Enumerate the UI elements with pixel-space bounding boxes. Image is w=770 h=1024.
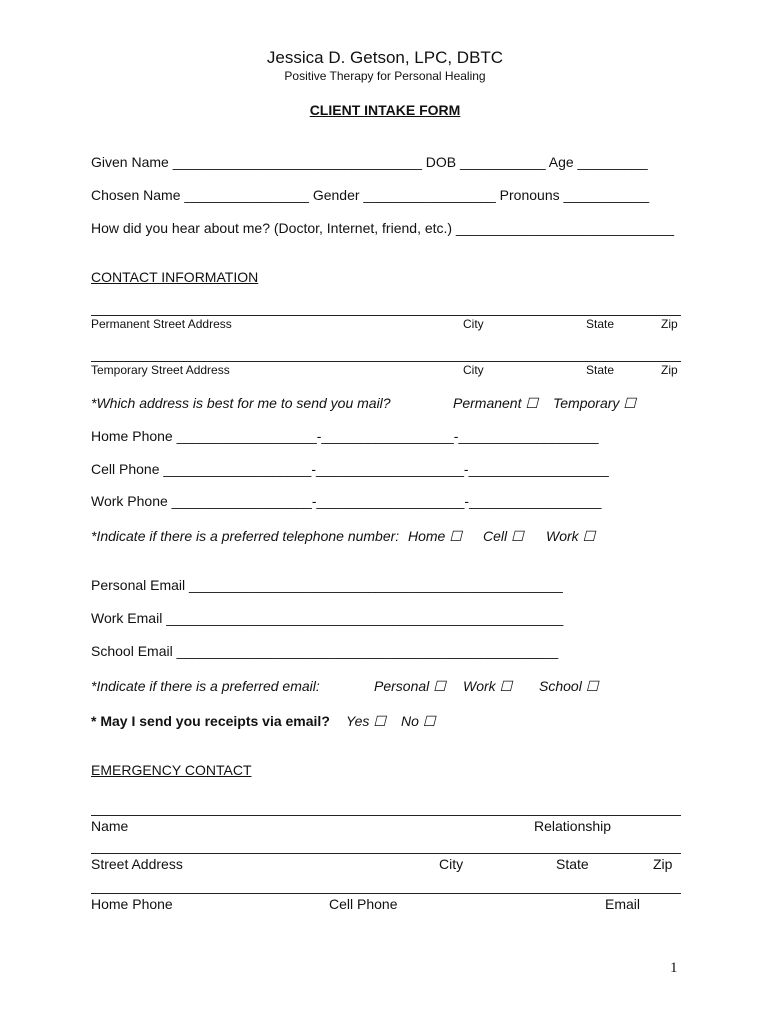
permanent-state-label: State <box>586 317 615 331</box>
temporary-state-label: State <box>586 363 615 377</box>
form-title: CLIENT INTAKE FORM <box>309 102 461 118</box>
preferred-phone-work-checkbox[interactable]: Work ☐ <box>546 528 596 544</box>
email-receipts-yes-checkbox[interactable]: Yes ☐ <box>346 713 386 729</box>
personal-email-line[interactable]: Personal Email ________________________________________________ <box>91 577 563 593</box>
emergency-cell-phone-label: Cell Phone <box>329 896 398 912</box>
preferred-phone-question: *Indicate if there is a preferred telephone number: <box>91 528 400 544</box>
emergency-email-label: Email <box>605 896 641 912</box>
emergency-name-label: Name <box>91 818 129 834</box>
cell-phone-line[interactable]: Cell Phone ___________________-___________________-__________________ <box>91 461 609 477</box>
mail-address-question: *Which address is best for me to send you mail? <box>91 395 391 411</box>
emergency-phone-field-line[interactable] <box>91 893 681 894</box>
work-email-line[interactable]: Work Email ___________________________________________________ <box>91 610 564 626</box>
chosen-name-gender-pronouns-line[interactable]: Chosen Name ________________ Gender _________________ Pronouns ___________ <box>91 187 650 203</box>
email-receipts-no-checkbox[interactable]: No ☐ <box>401 713 436 729</box>
emergency-contact-heading: EMERGENCY CONTACT <box>91 762 252 778</box>
mail-temporary-checkbox[interactable]: Temporary ☐ <box>553 395 636 411</box>
email-receipts-question: * May I send you receipts via email? <box>91 713 330 729</box>
temporary-city-label: City <box>463 363 484 377</box>
contact-information-heading: CONTACT INFORMATION <box>91 269 259 285</box>
permanent-city-label: City <box>463 317 484 331</box>
practice-tagline: Positive Therapy for Personal Healing <box>284 69 486 83</box>
given-name-dob-age-line[interactable]: Given Name ________________________________ DOB ___________ Age _________ <box>91 154 648 170</box>
emergency-relationship-label: Relationship <box>534 818 612 834</box>
permanent-street-address-label: Permanent Street Address <box>91 317 232 331</box>
emergency-name-field-line[interactable] <box>91 815 681 816</box>
temporary-zip-label: Zip <box>661 363 678 377</box>
practitioner-name: Jessica D. Getson, LPC, DBTC <box>266 48 504 67</box>
school-email-line[interactable]: School Email _________________________________________________ <box>91 643 559 659</box>
emergency-state-label: State <box>556 856 589 872</box>
emergency-city-label: City <box>439 856 464 872</box>
home-phone-line[interactable]: Home Phone __________________-_________________-__________________ <box>91 428 599 444</box>
referral-source-line[interactable]: How did you hear about me? (Doctor, Internet, friend, etc.) ____________________________ <box>91 220 674 236</box>
permanent-address-field-line[interactable] <box>91 315 681 316</box>
temporary-street-address-label: Temporary Street Address <box>91 363 230 377</box>
mail-permanent-checkbox[interactable]: Permanent ☐ <box>453 395 538 411</box>
emergency-address-field-line[interactable] <box>91 853 681 854</box>
preferred-email-school-checkbox[interactable]: School ☐ <box>539 678 599 694</box>
preferred-phone-home-checkbox[interactable]: Home ☐ <box>408 528 462 544</box>
preferred-email-work-checkbox[interactable]: Work ☐ <box>463 678 513 694</box>
preferred-email-question: *Indicate if there is a preferred email: <box>91 678 320 694</box>
page-number: 1 <box>670 960 678 976</box>
emergency-zip-label: Zip <box>653 856 673 872</box>
work-phone-line[interactable]: Work Phone __________________-___________________-_________________ <box>91 493 602 509</box>
preferred-phone-cell-checkbox[interactable]: Cell ☐ <box>483 528 524 544</box>
emergency-home-phone-label: Home Phone <box>91 896 173 912</box>
temporary-address-field-line[interactable] <box>91 361 681 362</box>
permanent-zip-label: Zip <box>661 317 678 331</box>
emergency-street-address-label: Street Address <box>91 856 183 872</box>
preferred-email-personal-checkbox[interactable]: Personal ☐ <box>374 678 446 694</box>
